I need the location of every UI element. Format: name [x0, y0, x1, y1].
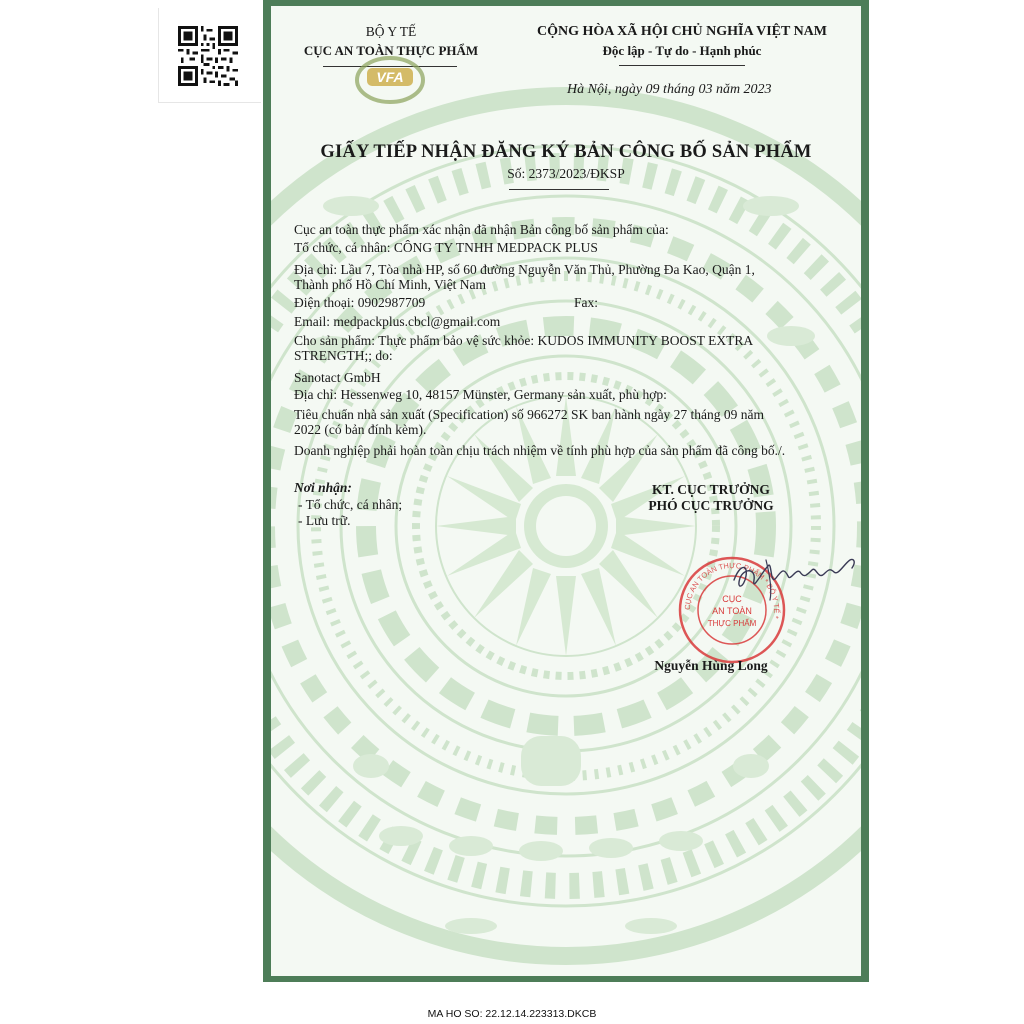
document-number: Số: 2373/2023/ĐKSP	[507, 166, 625, 181]
body-line-product-cont: STRENGTH;; do:	[294, 348, 393, 363]
record-code-footer: MA HO SO: 22.12.14.223313.DKCB	[427, 1008, 597, 1020]
stamp-center-line2: AN TOÀN	[712, 606, 752, 616]
recipients-heading: Nơi nhận:	[294, 480, 352, 495]
body-line-phone: Điện thoại: 0902987709	[294, 295, 426, 310]
body-line-intro: Cục an toàn thực phẩm xác nhận đã nhận Bản công bố sản phẩm của:	[294, 222, 669, 237]
recipient-item: - Tổ chức, cá nhân;	[298, 497, 403, 512]
signer-role-line2: PHÓ CỤC TRƯỞNG	[648, 498, 774, 513]
vfa-logo-icon	[353, 52, 427, 104]
body-line-email: Email: medpackplus.cbcl@gmail.com	[294, 314, 501, 329]
stamp-center-line1: CỤC	[722, 594, 742, 604]
body-line-manufacturer-address: Địa chỉ: Hessenweg 10, 48157 Münster, Germany sản xuất, phù hợp:	[294, 387, 667, 402]
body-line-address-cont: Thành phố Hồ Chí Minh, Việt Nam	[294, 277, 487, 292]
body-line-manufacturer: Sanotact GmbH	[294, 370, 381, 385]
stamp-ring-text: CỤC AN TOÀN THỰC PHẨM * BỘ Y TẾ *	[682, 560, 782, 620]
department-name: CỤC AN TOÀN THỰC PHẨM	[303, 43, 479, 58]
body-line-organization: Tổ chức, cá nhân: CÔNG TY TNHH MEDPACK PLUS	[294, 240, 598, 255]
ministry-name: BỘ Y TẾ	[365, 24, 417, 39]
recipient-item: - Lưu trữ.	[298, 513, 351, 528]
body-line-specification-cont: 2022 (có bản đính kèm).	[294, 422, 427, 437]
right-header-underline	[619, 65, 745, 66]
certificate-paper	[271, 6, 861, 976]
body-line-fax: Fax:	[574, 295, 599, 310]
country-name: CỘNG HÒA XÃ HỘI CHỦ NGHĨA VIỆT NAM	[536, 24, 827, 39]
body-line-address: Địa chỉ: Lầu 7, Tòa nhà HP, số 60 đường Nguyễn Văn Thủ, Phường Đa Kao, Quận 1,	[294, 262, 755, 277]
document-title: GIẤY TIẾP NHẬN ĐĂNG KÝ BẢN CÔNG BỐ SẢN PHẨM	[320, 142, 812, 162]
handwritten-signature	[726, 546, 861, 606]
national-motto: Độc lập - Tự do - Hạnh phúc	[602, 43, 762, 58]
signer-role-line1: KT. CỤC TRƯỞNG	[652, 482, 770, 497]
certificate-document	[263, 0, 869, 982]
body-line-product: Cho sản phẩm: Thực phẩm bảo vệ sức khỏe: KUDOS IMMUNITY BOOST EXTRA	[294, 333, 754, 348]
issue-date: Hà Nội, ngày 09 tháng 03 năm 2023	[567, 82, 772, 97]
qr-code-icon	[178, 26, 238, 86]
signer-name: Nguyễn Hùng Long	[654, 658, 768, 673]
body-line-specification: Tiêu chuẩn nhà sản xuất (Specification) số 966272 SK ban hành ngày 27 tháng 09 năm	[294, 407, 765, 422]
vfa-logo-text: VFA	[376, 69, 404, 85]
stamp-center-line3: THỰC PHẨM	[707, 619, 757, 628]
title-underline	[509, 189, 609, 190]
body-line-responsibility: Doanh nghiệp phải hoàn toàn chịu trách nhiệm về tính phù hợp của sản phẩm đã công bố./.	[294, 443, 786, 458]
